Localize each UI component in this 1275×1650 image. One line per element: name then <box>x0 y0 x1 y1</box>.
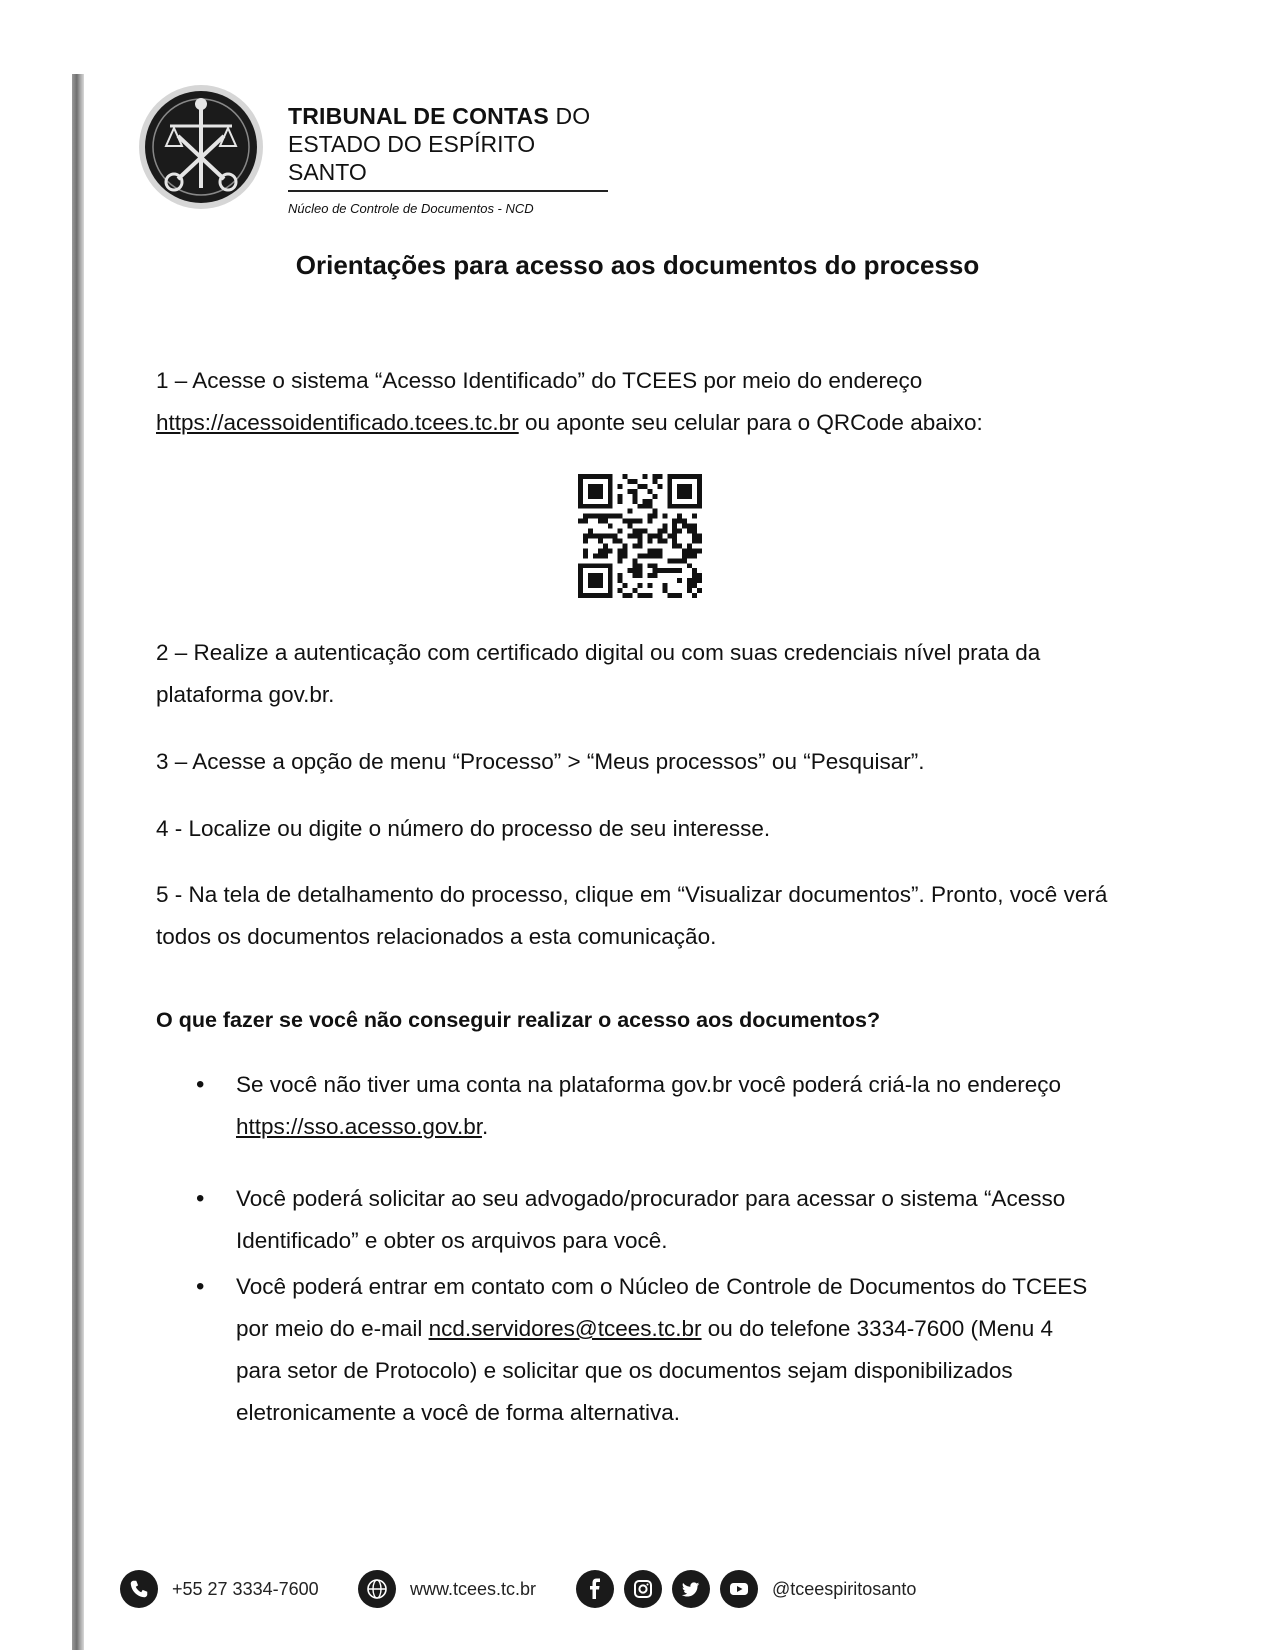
website-link[interactable]: www.tcees.tc.br <box>410 1578 537 1599</box>
globe-icon <box>358 1570 396 1608</box>
footer <box>120 1570 1020 1614</box>
phone-icon <box>120 1570 158 1608</box>
step-3: 3 – Acesse a opção de menu “Processo” > “Meus processos” ou “Pesquisar”. <box>156 749 925 774</box>
footer-social <box>576 1570 916 1608</box>
letterhead <box>138 84 608 214</box>
help-list <box>196 1064 1096 1434</box>
list-item: • Se você não tiver uma conta na plataforma gov.br você poderá criá-la no endereço https://sso.acesso.gov.br. <box>196 1064 1096 1148</box>
qr-code <box>578 474 702 598</box>
footer-phone: +55 27 3334-7600 <box>120 1570 319 1608</box>
gov-br-link[interactable]: https://sso.acesso.gov.br <box>236 1114 482 1139</box>
list-item: • Você poderá entrar em contato com o Núcleo de Controle de Documentos do TCEES por meio do e-mail ncd.servidores@tcees.tc.br ou do telefone 3334-7600 (Menu 4 para setor de Protocolo) e solicitar que os documentos sejam disponibilizados eletronicamente a você de forma alternativa. <box>196 1266 1096 1434</box>
facebook-icon[interactable] <box>576 1570 614 1608</box>
email-link[interactable]: ncd.servidores@tcees.tc.br <box>428 1316 702 1341</box>
step-2: 2 – Realize a autenticação com certificado digital ou com suas credenciais nível prata da plataforma gov.br. <box>156 640 1041 707</box>
footer-website <box>358 1570 536 1608</box>
help-heading: O que fazer se você não conseguir realizar o acesso aos documentos? <box>156 1008 881 1032</box>
acesso-identificado-link[interactable]: https://acessoidentificado.tcees.tc.br <box>156 410 519 435</box>
step-4: 4 - Localize ou digite o número do processo de seu interesse. <box>156 816 771 841</box>
page-title: Orientações para acesso aos documentos do processo <box>295 250 980 280</box>
org-name-line2: ESTADO DO ESPÍRITO SANTO <box>288 130 608 192</box>
twitter-icon[interactable] <box>672 1570 710 1608</box>
tcees-seal-logo <box>138 84 264 210</box>
step-1: 1 – Acesse o sistema “Acesso Identificado” do TCEES por meio do endereço https://acessoidentificado.tcees.tc.br ou aponte seu celular para o QRCode abaixo: <box>156 368 983 435</box>
instagram-icon[interactable] <box>624 1570 662 1608</box>
social-handle: @tceespiritosanto <box>772 1578 917 1599</box>
list-item: • Você poderá solicitar ao seu advogado/procurador para acessar o sistema “Acesso Identificado” e obter os arquivos para você. <box>196 1178 1096 1262</box>
youtube-icon[interactable] <box>720 1570 758 1608</box>
org-name-line1: TRIBUNAL DE CONTAS DO <box>288 103 591 129</box>
org-department: Núcleo de Controle de Documentos - NCD <box>288 201 534 216</box>
scan-edge-shadow <box>72 74 84 1650</box>
step-5: 5 - Na tela de detalhamento do processo, clique em “Visualizar documentos”. Pronto, você verá todos os documentos relacionados a esta comunicação. <box>156 882 1108 949</box>
